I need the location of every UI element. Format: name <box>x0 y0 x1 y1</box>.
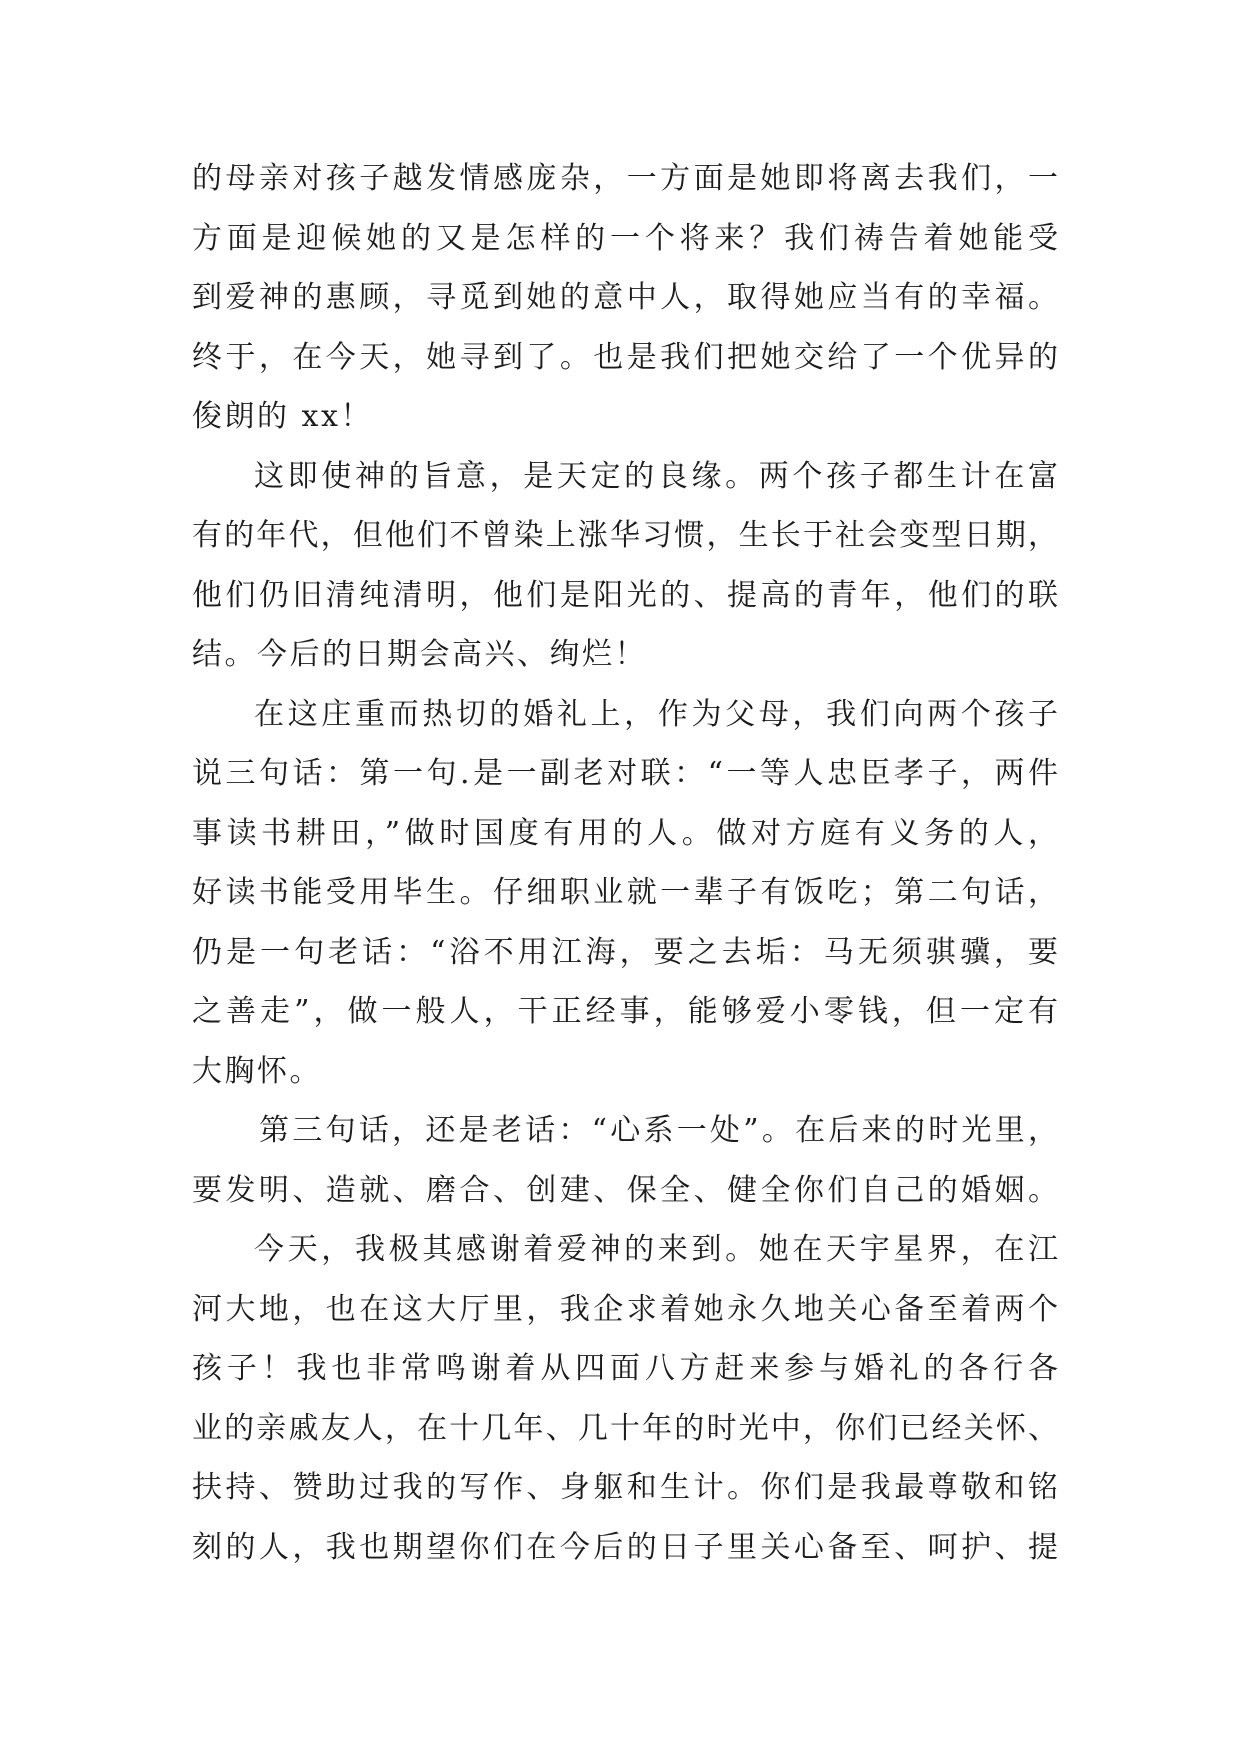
text-line: 事读书耕田，”做时国度有用的人。做对方庭有义务的人， <box>192 815 1058 851</box>
text-line: 在这庄重而热切的婚礼上，作为父母，我们向两个孩子 <box>254 696 1058 732</box>
text-line: 孩子！我也非常鸣谢着从四面八方赶来参与婚礼的各行各 <box>192 1351 1058 1386</box>
text-line: 这即使神的旨意，是天定的良缘。两个孩子都生计在富 <box>254 458 1058 494</box>
text-line: 结。今后的日期会高兴、绚烂！ <box>192 637 647 672</box>
paragraph <box>192 447 1058 685</box>
text-line: 今天，我极其感谢着爱神的来到。她在天宇星界，在江 <box>254 1232 1058 1267</box>
text-line: 方面是迎候她的又是怎样的一个将来？我们祷告着她能受 <box>192 220 1058 256</box>
text-line: 之善走”，做一般人，干正经事，能够爱小零钱，但一定有 <box>192 994 1058 1029</box>
text-line: 说三句话：第一句.是一副老对联：“一等人忠臣孝子，两件 <box>192 756 1058 791</box>
paragraph <box>192 1220 1058 1577</box>
text-line: 大胸怀。 <box>192 1053 322 1089</box>
text-line: 刻的人，我也期望你们在今后的日子里关心备至、呵护、提 <box>192 1529 1058 1565</box>
text-line: 的母亲对孩子越发情感庞杂，一方面是她即将离去我们，一 <box>192 161 1058 196</box>
text-line: 好读书能受用毕生。仔细职业就一辈子有饭吃；第二句话， <box>192 875 1058 910</box>
text-line: 第三句话，还是老话：“心系一处”。在后来的时光里， <box>259 1113 1058 1148</box>
text-line: 他们仍旧清纯清明，他们是阳光的、提高的青年，他们的联 <box>192 577 1058 613</box>
text-line: 业的亲戚友人，在十几年、几十年的时光中，你们已经关怀、 <box>192 1410 1058 1446</box>
text-line: 要发明、造就、磨合、创建、保全、健全你们自己的婚姻。 <box>192 1172 1058 1208</box>
text-line: 终于，在今天，她寻到了。也是我们把她交给了一个优异的 <box>192 339 1058 375</box>
text-line: 扶持、赞助过我的写作、身躯和生计。你们是我最尊敬和铭 <box>192 1470 1058 1505</box>
text-line: 仍是一句老话：“浴不用江海，要之去垢：马无须骐骥，要 <box>192 934 1058 970</box>
text-line: 到爱神的惠顾，寻觅到她的意中人，取得她应当有的幸福。 <box>192 280 1058 315</box>
text-line: 河大地，也在这大厅里，我企求着她永久地关心备至着两个 <box>192 1291 1058 1327</box>
text-line: 有的年代，但他们不曾染上涨华习惯，生长于社会变型日期， <box>192 518 1058 553</box>
paragraph <box>192 1101 1058 1220</box>
paragraph <box>192 685 1058 1102</box>
text-line: 俊朗的 xx！ <box>192 399 373 434</box>
body-text <box>192 149 1058 1577</box>
paragraph <box>192 149 1058 447</box>
